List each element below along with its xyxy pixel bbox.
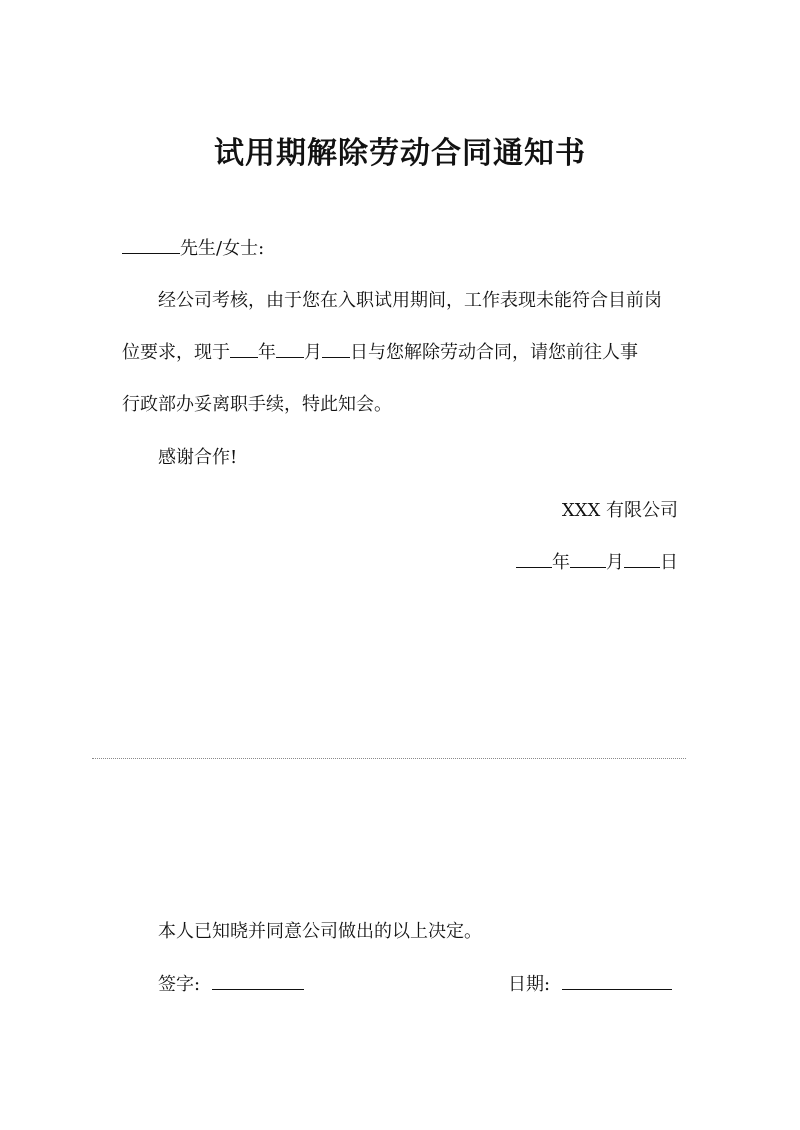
year-blank xyxy=(230,341,258,358)
body-paragraph-line-2 xyxy=(122,341,638,365)
signature-field xyxy=(158,973,304,997)
salutation xyxy=(122,237,264,261)
date-field xyxy=(508,973,672,997)
acknowledgement-statement: 本人已知晓并同意公司做出的以上决定。 xyxy=(158,921,482,942)
month-label: 月 xyxy=(304,342,322,363)
issue-day-blank xyxy=(624,551,660,568)
issue-year-blank xyxy=(516,551,552,568)
month-blank xyxy=(276,341,304,358)
body-line-2-prefix: 位要求，现于 xyxy=(122,342,230,363)
salutation-suffix: 先生/女士: xyxy=(180,238,265,259)
signature-blank xyxy=(212,973,304,990)
cut-line-divider xyxy=(92,758,686,759)
document-title: 试用期解除劳动合同通知书 xyxy=(214,136,586,171)
day-blank xyxy=(322,341,350,358)
body-line-2-suffix: 日与您解除劳动合同，请您前往人事 xyxy=(350,342,638,363)
thanks-line: 感谢合作! xyxy=(158,447,238,468)
issue-month-label: 月 xyxy=(606,552,624,573)
body-paragraph-line-3: 行政部办妥离职手续，特此知会。 xyxy=(122,394,392,415)
issue-date xyxy=(516,551,678,575)
date-blank xyxy=(562,973,672,990)
company-name: XXX 有限公司 xyxy=(561,500,678,521)
body-paragraph-line-1: 经公司考核，由于您在入职试用期间，工作表现未能符合目前岗 xyxy=(158,290,662,311)
issue-day-label: 日 xyxy=(660,552,678,573)
signature-label: 签字: xyxy=(158,974,201,995)
date-label: 日期: xyxy=(508,974,551,995)
recipient-name-blank xyxy=(122,237,180,254)
issue-month-blank xyxy=(570,551,606,568)
issue-year-label: 年 xyxy=(552,552,570,573)
year-label: 年 xyxy=(258,342,276,363)
